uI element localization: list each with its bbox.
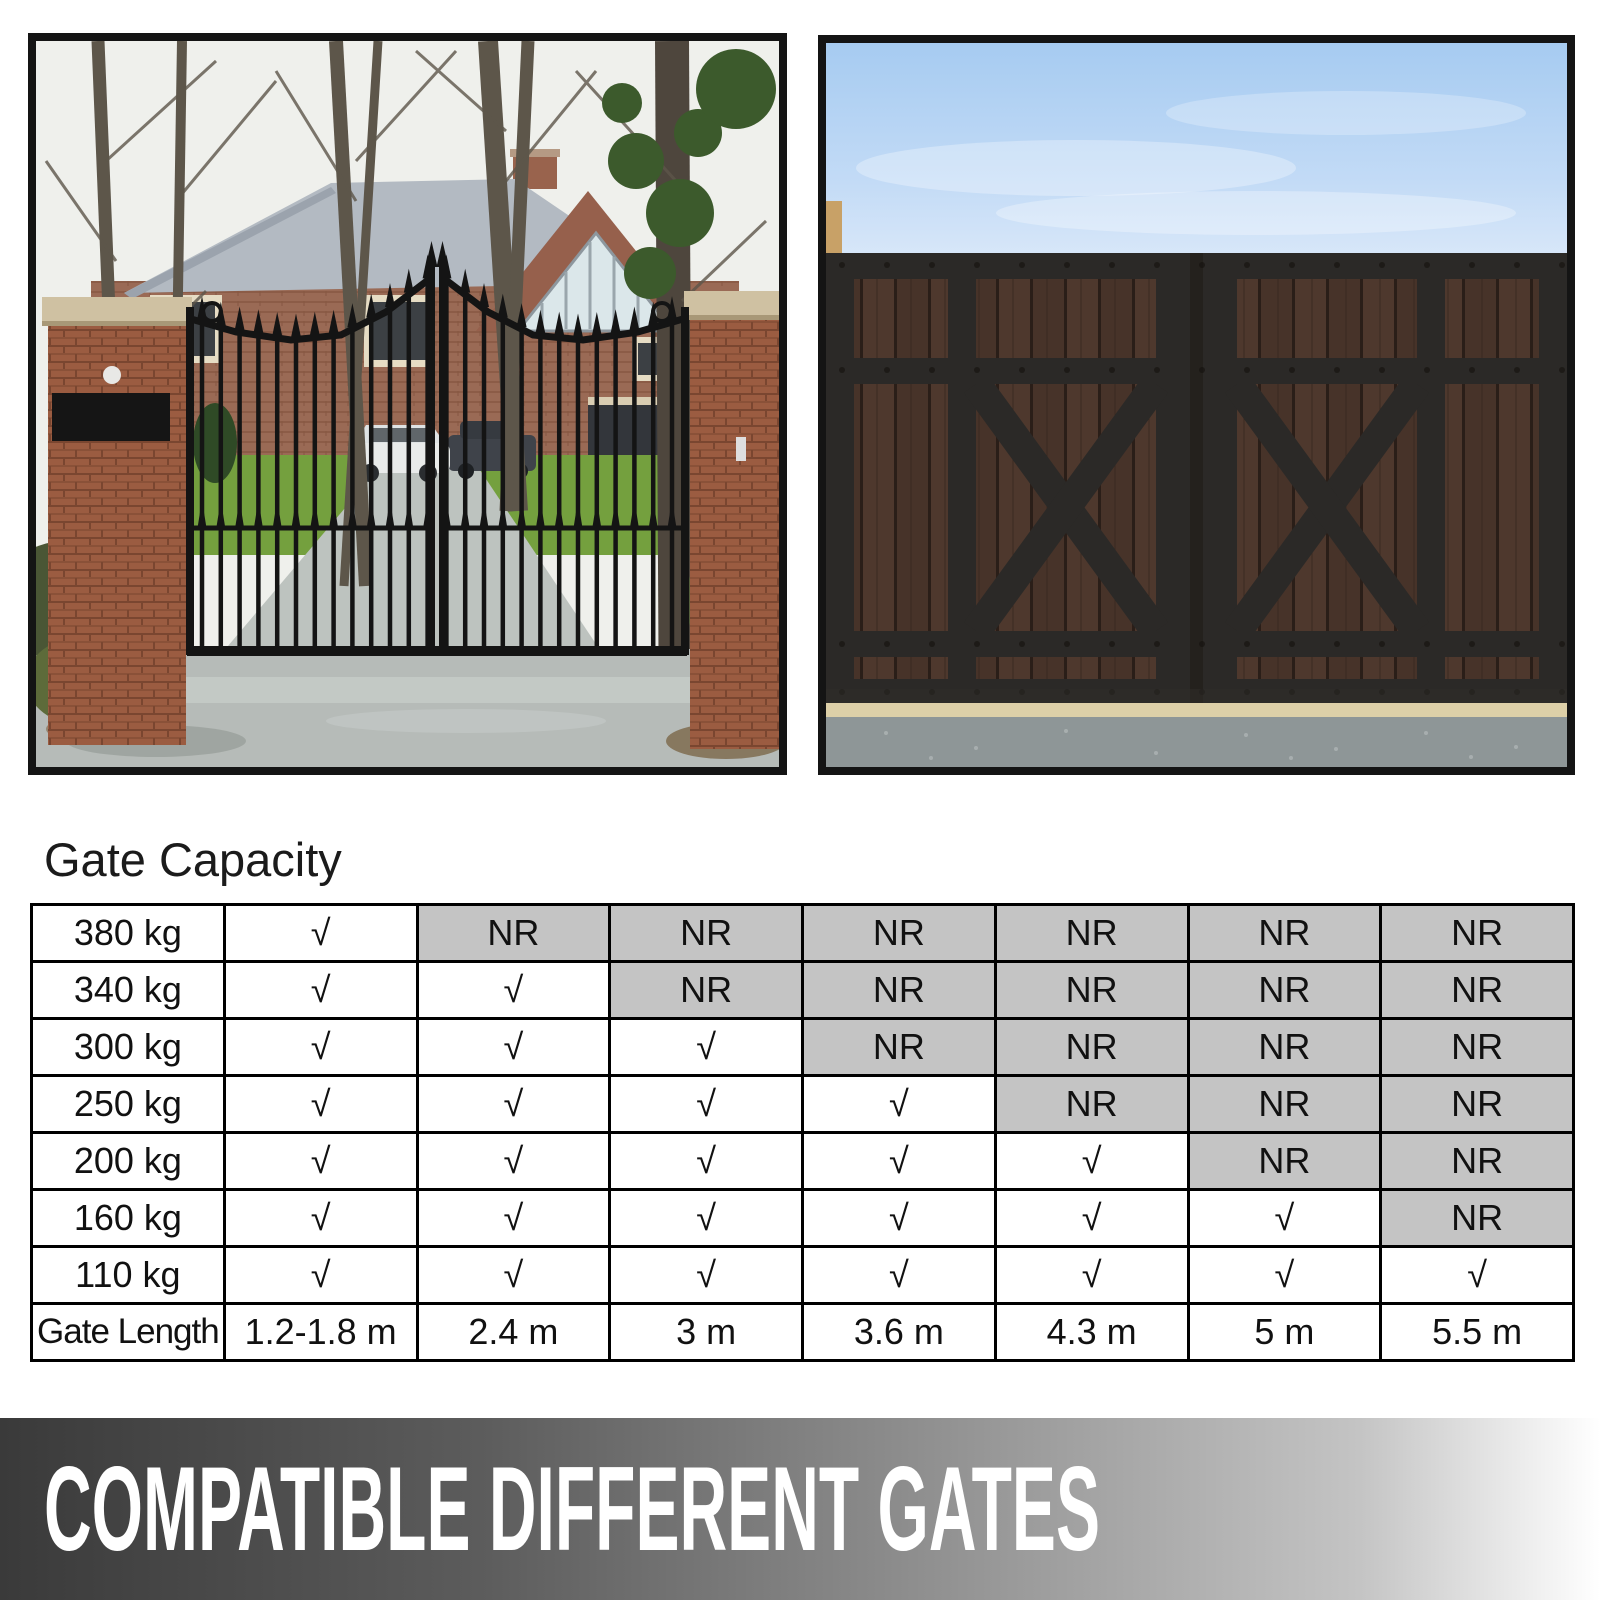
table-cell: √ [995, 1133, 1188, 1190]
table-cell: NR [1188, 962, 1381, 1019]
table-cell: √ [224, 962, 417, 1019]
table-cell: √ [1188, 1190, 1381, 1247]
table-cell: √ [224, 1076, 417, 1133]
table-cell: √ [610, 1076, 803, 1133]
table-row [32, 905, 1574, 962]
row-label-cell: 110 kg [32, 1247, 225, 1304]
table-cell: NR [995, 1019, 1188, 1076]
row-label-cell: 250 kg [32, 1076, 225, 1133]
banner [0, 1418, 1600, 1600]
table-cell: √ [803, 1247, 996, 1304]
table-cell: NR [610, 962, 803, 1019]
table-row [32, 1247, 1574, 1304]
table-cell: 3 m [610, 1304, 803, 1361]
wooden-gate-leaf [826, 253, 1190, 705]
table-cell: NR [1381, 1076, 1574, 1133]
table-cell: √ [995, 1247, 1188, 1304]
table-cell: √ [995, 1190, 1188, 1247]
gate-capacity-table [30, 903, 1575, 1362]
table-cell: NR [803, 962, 996, 1019]
table-cell: √ [803, 1076, 996, 1133]
table-cell: NR [995, 905, 1188, 962]
table-cell: √ [417, 1247, 610, 1304]
table-cell: √ [610, 1247, 803, 1304]
photo-wooden-gate [818, 35, 1575, 775]
table-cell: √ [803, 1133, 996, 1190]
curb-stripe [826, 703, 1567, 719]
table-cell: NR [610, 905, 803, 962]
table-cell: √ [417, 1076, 610, 1133]
table-cell: √ [224, 905, 417, 962]
table-cell: 5 m [1188, 1304, 1381, 1361]
table-cell: 5.5 m [1381, 1304, 1574, 1361]
table-cell: √ [417, 1019, 610, 1076]
table-cell: NR [995, 1076, 1188, 1133]
gate-shadow [826, 689, 1567, 705]
table-cell: √ [417, 1190, 610, 1247]
table-cell: √ [417, 962, 610, 1019]
wooden-gate-scene [826, 43, 1567, 767]
table-cell: NR [1381, 962, 1574, 1019]
row-label-cell: 380 kg [32, 905, 225, 962]
table-cell: 2.4 m [417, 1304, 610, 1361]
table-cell: NR [1188, 905, 1381, 962]
row-label-cell: 300 kg [32, 1019, 225, 1076]
table-row [32, 1076, 1574, 1133]
table-cell: √ [224, 1247, 417, 1304]
table-row [32, 1019, 1574, 1076]
wood-post [826, 201, 842, 255]
table-cell: NR [1381, 1190, 1574, 1247]
table-cell: NR [1381, 1133, 1574, 1190]
table-cell: NR [803, 905, 996, 962]
table-cell: NR [417, 905, 610, 962]
table-cell: √ [610, 1190, 803, 1247]
table-cell: √ [224, 1133, 417, 1190]
table-cell: √ [803, 1190, 996, 1247]
table-cell: NR [1381, 905, 1574, 962]
banner-title: COMPATIBLE DIFFERENT GATES [44, 1442, 1100, 1576]
table-cell: 3.6 m [803, 1304, 996, 1361]
row-label-cell: Gate Length [32, 1304, 225, 1361]
table-cell: 4.3 m [995, 1304, 1188, 1361]
table-cell: √ [224, 1190, 417, 1247]
iron-gate-scene [36, 41, 779, 767]
table-cell: √ [1381, 1247, 1574, 1304]
table-cell: NR [1188, 1076, 1381, 1133]
table-cell: NR [1188, 1019, 1381, 1076]
brick-pillar-left [42, 297, 192, 745]
table-cell: √ [610, 1133, 803, 1190]
asphalt [826, 717, 1567, 767]
brick-pillar-right [684, 291, 779, 749]
row-label-cell: 160 kg [32, 1190, 225, 1247]
table-cell: NR [1381, 1019, 1574, 1076]
table-cell: NR [803, 1019, 996, 1076]
table-cell: √ [610, 1019, 803, 1076]
row-label-cell: 340 kg [32, 962, 225, 1019]
table-row [32, 962, 1574, 1019]
table-cell: 1.2-1.8 m [224, 1304, 417, 1361]
table-row [32, 1190, 1574, 1247]
table-cell: √ [417, 1133, 610, 1190]
table-row-gate-length [32, 1304, 1574, 1361]
table-cell: NR [995, 962, 1188, 1019]
photo-iron-gate [28, 33, 787, 775]
table-cell: √ [224, 1019, 417, 1076]
table-title: Gate Capacity [44, 833, 342, 886]
table-cell: NR [1188, 1133, 1381, 1190]
table-row [32, 1133, 1574, 1190]
row-label-cell: 200 kg [32, 1133, 225, 1190]
table-cell: √ [1188, 1247, 1381, 1304]
